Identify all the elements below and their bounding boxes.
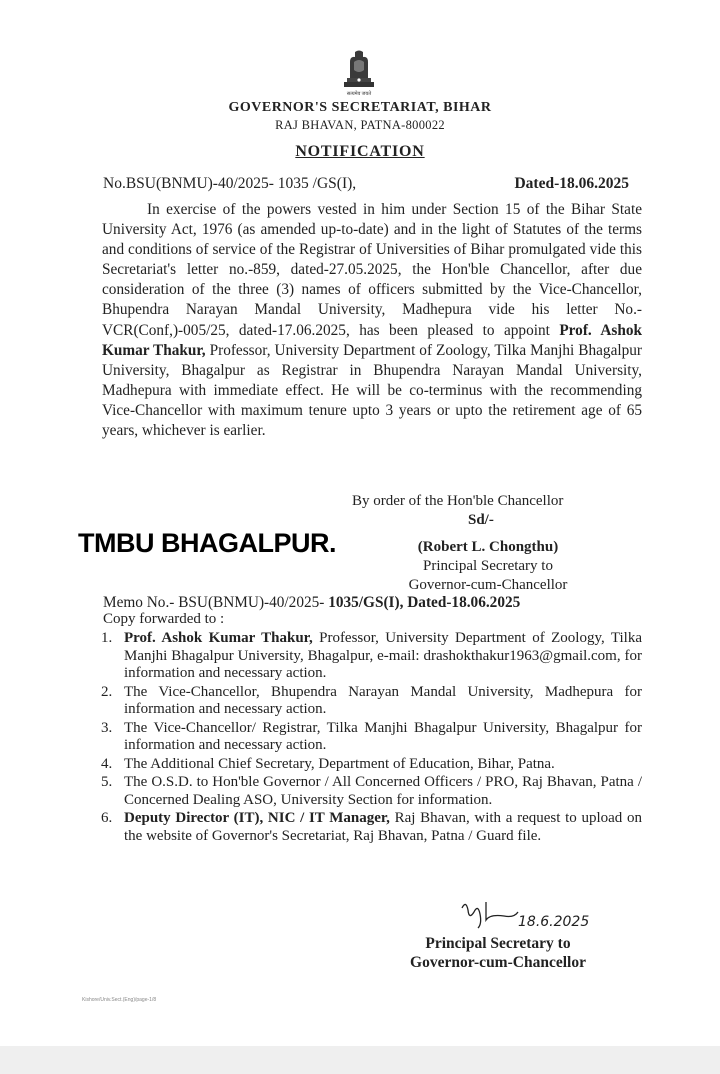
authority-block: [388, 538, 588, 595]
emblem-caption: सत्यमेव जयते: [346, 92, 372, 97]
authority-designation-2: Governor-cum-Chancellor: [408, 577, 568, 593]
state-emblem-icon: [336, 48, 382, 98]
notification-body: In exercise of the powers vested in him under Section 15 of the Bihar State University Act, 1976 (as amended up-to-date) and in the light of Statutes of the terms and conditions of service of the Registrar of Universities of Bihar promulgated vide this Secretariat's letter no.-859, dated-27.05.2025, the Hon'ble Chancellor, after due consideration of the three (3) names of officers submitted by the Vice-Chancellor, Bhupendra Narayan Mandal University, Madhepura vide his letter No.-VCR(Conf,)-005/25, dated-17.06.2025, has been pleased to appoint Prof. Ashok Kumar Thakur, Professor, University Department of Zoology, Tilka Manjhi Bhagalpur University, Bhagalpur as Registrar in Bhupendra Narayan Mandal University, Madhepura with immediate effect. He will be co-terminus with the recommending Vice-Chancellor with maximum tenure upto 3 years or upto the retirement age of 65 years, whichever is earlier.: [102, 201, 642, 440]
office-address: RAJ BHAVAN, PATNA-800022: [275, 118, 445, 132]
signature-date: 18.6.2025: [518, 914, 590, 930]
memo-date: Dated-18.06.2025: [407, 594, 521, 611]
list-item: 3. The Vice-Chancellor/ Registrar, Tilka Manjhi Bhagalpur University, Bhagalpur for information and necessary action.: [101, 719, 642, 753]
closing-block: [388, 934, 608, 972]
handwritten-signature: [456, 896, 606, 936]
order-line: By order of the Hon'ble Chancellor: [352, 493, 564, 509]
notification-number: No.BSU(BNMU)-40/2025- 1035 /GS(I),: [103, 175, 357, 192]
closing-designation-2: Governor-cum-Chancellor: [410, 954, 586, 971]
recipient-list: [101, 630, 642, 846]
list-item: 5. The O.S.D. to Hon'ble Governor / All Concerned Officers / PRO, Raj Bhavan, Patna / Concerned Dealing ASO, University Section for information.: [101, 774, 642, 808]
office-name: GOVERNOR'S SECRETARIAT, BIHAR: [228, 100, 492, 115]
memo-number: 1035/GS(I),: [328, 594, 404, 611]
list-item: 6. Deputy Director (IT), NIC / IT Manager, Raj Bhavan, with a request to upload on the website of Governor's Secretariat, Raj Bhavan, Patna / Guard file.: [101, 810, 642, 844]
signed-mark: Sd/-: [468, 512, 494, 528]
appointee-name: Prof. Ashok Kumar Thakur,: [102, 321, 642, 359]
notification-date: Dated-18.06.2025: [514, 175, 629, 192]
closing-designation-1: Principal Secretary to: [425, 935, 571, 952]
copy-label: Copy forwarded to :: [103, 611, 225, 627]
document-title: NOTIFICATION: [295, 143, 425, 160]
memo-line: Memo No.- BSU(BNMU)-40/2025- 1035/GS(I), Dated-18.06.2025: [103, 594, 521, 611]
watermark-label: TMBU BHAGALPUR.: [78, 528, 336, 558]
list-item: 1. Prof. Ashok Kumar Thakur, Professor, University Department of Zoology, Tilka Manjhi Bhagalpur University, Bhagalpur, e-mail: drashokthakur1963@gmail.com, for information and necessary action.: [101, 630, 642, 681]
list-item: 2. The Vice-Chancellor, Bhupendra Narayan Mandal University, Madhepura for information and necessary action.: [101, 683, 642, 717]
list-item: 4. The Additional Chief Secretary, Department of Education, Bihar, Patna.: [101, 755, 555, 772]
authority-designation-1: Principal Secretary to: [423, 558, 553, 574]
footer-note: Kishore/Univ.Sect.(Eng)/page-1/8: [82, 997, 157, 1003]
authority-name: (Robert L. Chongthu): [417, 539, 559, 555]
